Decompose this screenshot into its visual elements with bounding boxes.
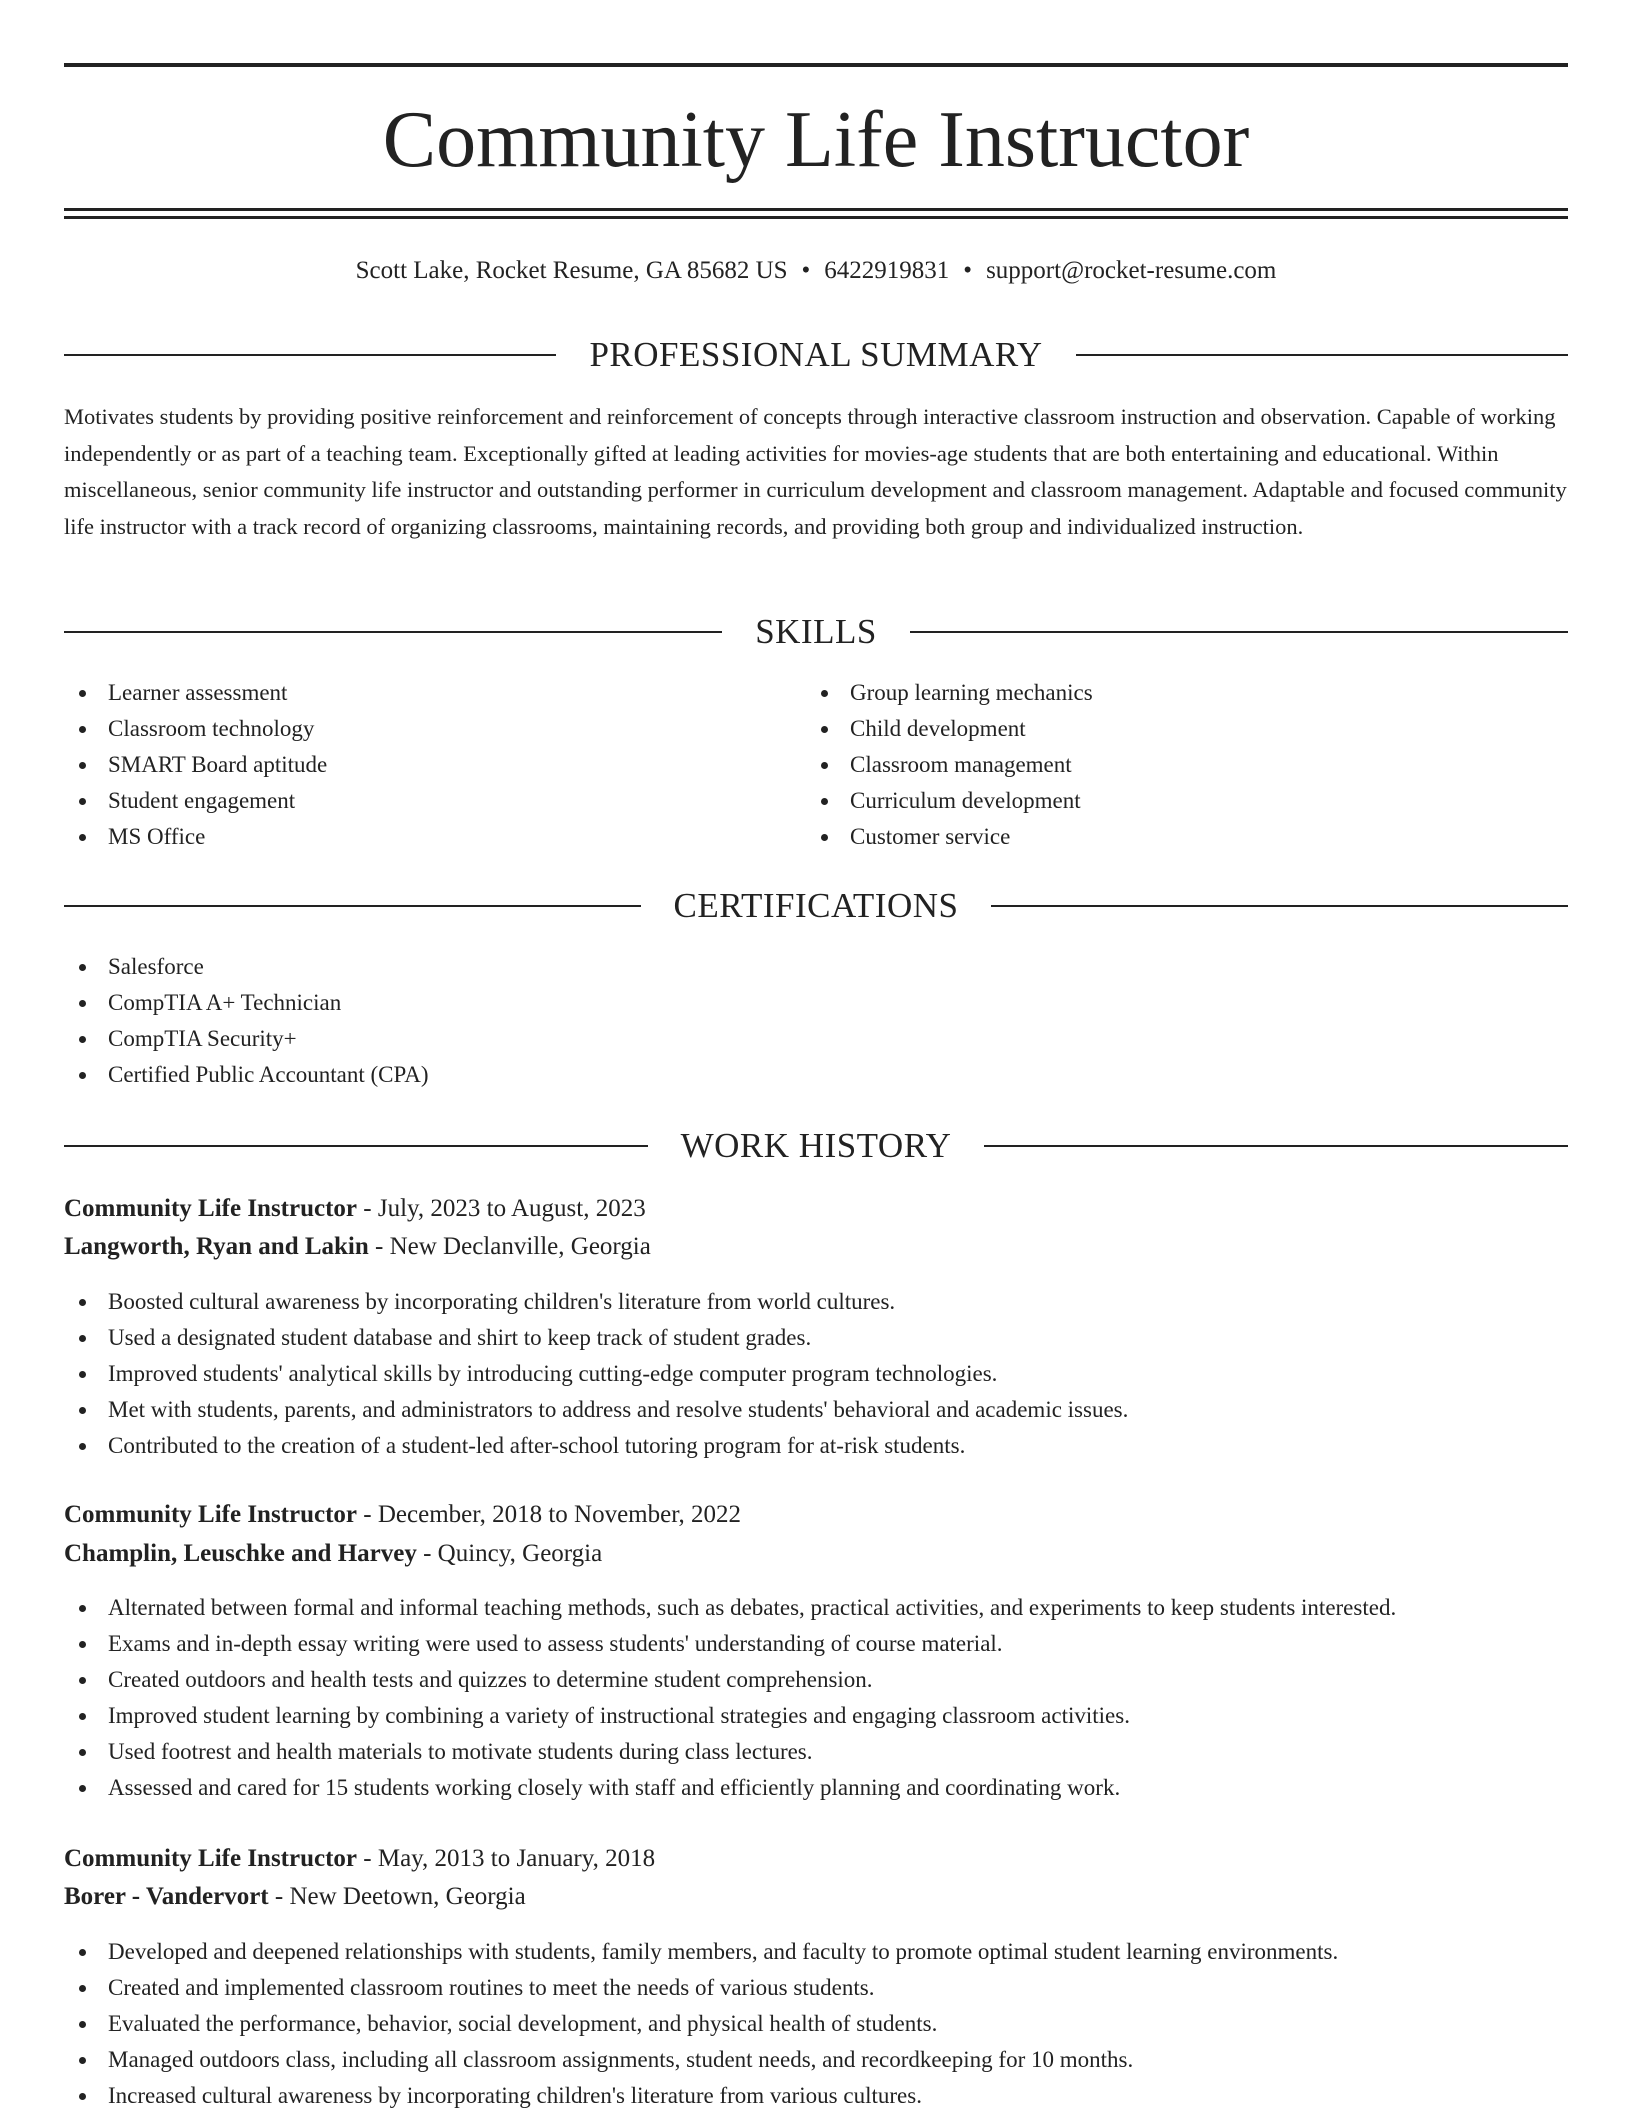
section-header-certifications [64, 884, 1568, 928]
resume-name: Community Life Instructor [382, 96, 1250, 184]
job-bullet: Alternated between formal and informal teaching methods, such as debates, practical activities, and experiments to keep students interested. [64, 1590, 1592, 1626]
job-company: Champlin, Leuschke and Harvey [64, 1540, 417, 1567]
section-header-skills [64, 610, 1568, 654]
job-bullet: Contributed to the creation of a student-led after-school tutoring program for at-risk students. [64, 1428, 1592, 1464]
job-title-line [64, 1190, 1568, 1228]
section-rule [991, 905, 1568, 907]
section-title: CERTIFICATIONS [673, 886, 959, 925]
job-bullet: Evaluated the performance, behavior, social development, and physical health of students. [64, 2006, 1592, 2042]
header-rule [64, 216, 1568, 219]
job-title-line [64, 1840, 1568, 1878]
job-bullet: Met with students, parents, and administrators to address and resolve students' behavioral and academic issues. [64, 1392, 1592, 1428]
skill-item: SMART Board aptitude [64, 747, 764, 783]
skill-item: Curriculum development [806, 783, 1506, 819]
job-title-line [64, 1496, 1568, 1534]
job-bullet: Improved student learning by combining a variety of instructional strategies and engaging classroom activities. [64, 1698, 1592, 1734]
job-company-line [64, 1878, 1568, 1916]
contact-phone: 6422919831 [824, 257, 950, 284]
professional-summary: Motivates students by providing positive reinforcement and reinforcement of concepts through interactive classroom instruction and observation. Capable of working independently or as part of a teaching team. Exceptionally gifted at leading activities for movies-age students that are both entertaining and educational. Within miscellaneous, senior community life instructor and outstanding performer in curriculum development and classroom management. Adaptable and focused community life instructor with a track record of organizing classrooms, maintaining records, and providing both group and individualized instruction. [64, 404, 1567, 539]
job-location: - New Deetown, Georgia [268, 1883, 526, 1910]
skills-list-right [806, 675, 1506, 855]
job-dates: - May, 2013 to January, 2018 [357, 1845, 656, 1872]
section-rule [64, 631, 722, 633]
job-bullet: Created outdoors and health tests and quizzes to determine student comprehension. [64, 1662, 1592, 1698]
skill-item: Student engagement [64, 783, 764, 819]
job-title: Community Life Instructor [64, 1501, 358, 1528]
job-dates: - July, 2023 to August, 2023 [357, 1195, 646, 1222]
job-company: Borer - Vandervort [64, 1883, 269, 1910]
job-bullet: Created and implemented classroom routines to meet the needs of various students. [64, 1970, 1592, 2006]
certification-item: Certified Public Accountant (CPA) [64, 1057, 864, 1093]
job-bullet: Assessed and cared for 15 students working closely with staff and efficiently planning and coordinating work. [64, 1770, 1592, 1806]
job-bullet: Used a designated student database and shirt to keep track of student grades. [64, 1320, 1592, 1356]
certification-item: CompTIA A+ Technician [64, 985, 864, 1021]
contact-email: support@rocket-resume.com [986, 257, 1277, 284]
job-bullets [64, 1284, 1592, 1464]
certification-item: CompTIA Security+ [64, 1021, 864, 1057]
skill-item: Learner assessment [64, 675, 764, 711]
top-rule [64, 63, 1568, 67]
section-rule [64, 905, 641, 907]
skill-item: Classroom technology [64, 711, 764, 747]
job-bullet: Improved students' analytical skills by introducing cutting-edge computer program technologies. [64, 1356, 1592, 1392]
job-bullets [64, 1590, 1592, 1806]
job-company-line [64, 1535, 1568, 1573]
skills-list-left [64, 675, 764, 855]
contact-address: Scott Lake, Rocket Resume, GA 85682 US [355, 257, 788, 284]
header-rule [64, 208, 1568, 211]
contact-line [64, 254, 1568, 288]
section-title: SKILLS [755, 612, 877, 651]
contact-separator: • [801, 257, 811, 284]
job-bullet: Increased cultural awareness by incorporating children's literature from various cultures. [64, 2078, 1592, 2114]
job-company-line [64, 1228, 1568, 1266]
job-bullet: Used footrest and health materials to motivate students during class lectures. [64, 1734, 1592, 1770]
skill-item: Group learning mechanics [806, 675, 1506, 711]
section-rule [64, 354, 556, 356]
section-rule [64, 1145, 648, 1147]
job-bullets [64, 1934, 1592, 2114]
job-location: - Quincy, Georgia [416, 1540, 603, 1567]
section-rule [984, 1145, 1568, 1147]
job-title: Community Life Instructor [64, 1845, 358, 1872]
section-header-summary [64, 333, 1568, 377]
job-bullet: Boosted cultural awareness by incorporating children's literature from world cultures. [64, 1284, 1592, 1320]
section-rule [1076, 354, 1568, 356]
certifications-list [64, 949, 864, 1093]
certification-item: Salesforce [64, 949, 864, 985]
skill-item: MS Office [64, 819, 764, 855]
job-dates: - December, 2018 to November, 2022 [357, 1501, 742, 1528]
section-title: WORK HISTORY [680, 1126, 952, 1165]
skill-item: Classroom management [806, 747, 1506, 783]
job-title: Community Life Instructor [64, 1195, 358, 1222]
job-bullet: Developed and deepened relationships with students, family members, and faculty to promote optimal student learning environments. [64, 1934, 1592, 1970]
skill-item: Customer service [806, 819, 1506, 855]
contact-separator: • [963, 257, 973, 284]
job-bullet: Managed outdoors class, including all classroom assignments, student needs, and recordkeeping for 10 months. [64, 2042, 1592, 2078]
section-title: PROFESSIONAL SUMMARY [589, 335, 1043, 374]
job-bullet: Exams and in-depth essay writing were used to assess students' understanding of course material. [64, 1626, 1592, 1662]
job-location: - New Declanville, Georgia [368, 1233, 651, 1260]
section-header-work-history [64, 1124, 1568, 1168]
section-rule [910, 631, 1568, 633]
job-company: Langworth, Ryan and Lakin [64, 1233, 369, 1260]
skill-item: Child development [806, 711, 1506, 747]
